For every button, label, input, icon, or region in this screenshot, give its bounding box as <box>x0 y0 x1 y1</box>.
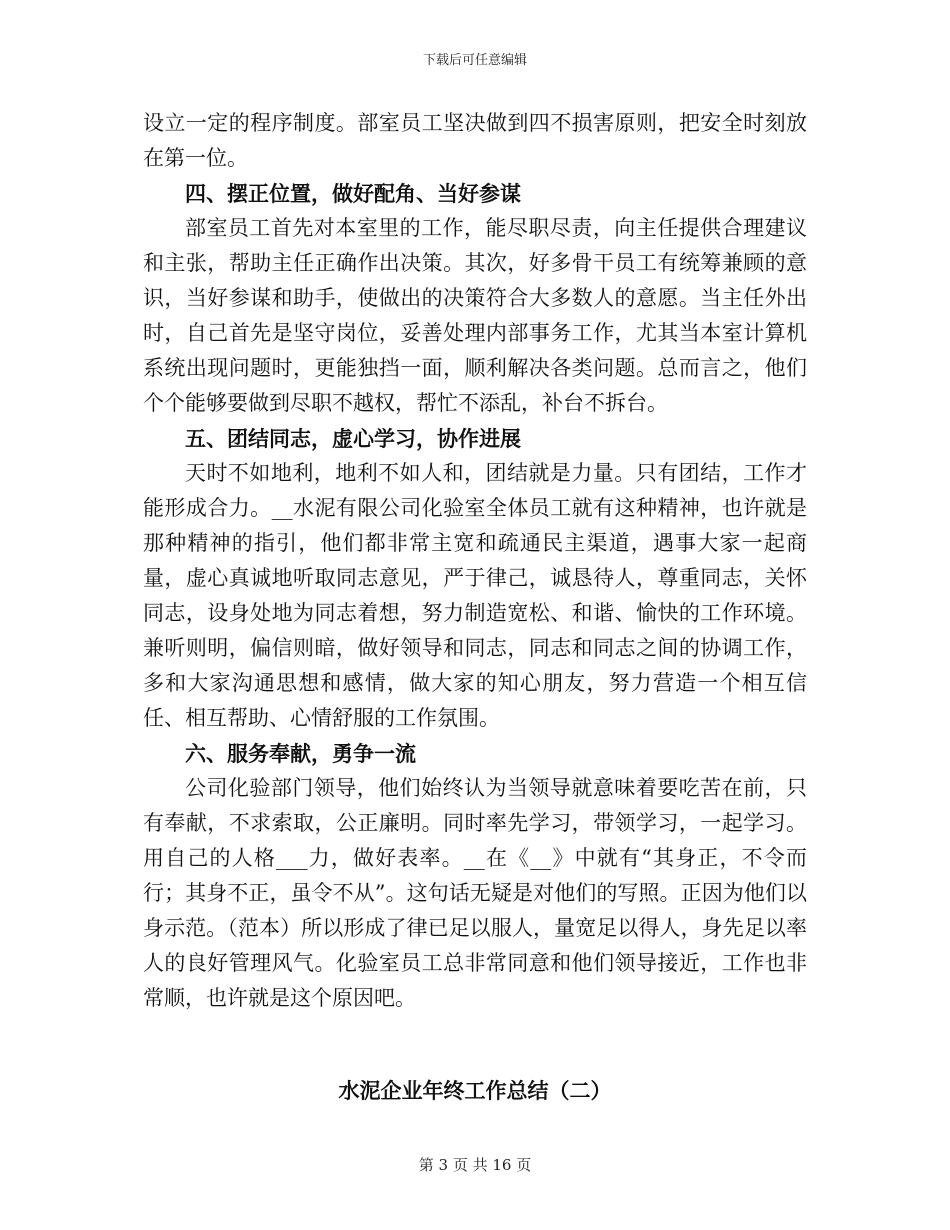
document-body <box>143 106 807 1016</box>
page-number: 第 3 页 共 16 页 <box>418 1156 532 1174</box>
document-subtitle: 水泥企业年终工作总结（二） <box>338 1078 612 1103</box>
body-paragraph: 公司化验部门领导，他们始终认为当领导就意味着要吃苦在前，只有奉献，不求索取，公正廉明。同时率先学习，带领学习，一起学习。用自己的人格___力，做好表率。__在《__》中就有“其身正，不令而行；其身不正，虽令不从”。这句话无疑是对他们的写照。正因为他们以身示范。（范本）所以形成了律已足以服人，量宽足以得人，身先足以率人的良好管理风气。化验室员工总非常同意和他们领导接近，工作也非常顺，也许就是这个原因吧。 <box>143 776 807 1010</box>
section-heading: 六、服务奉献，勇争一流 <box>185 741 416 766</box>
section-heading: 四、摆正位置，做好配角、当好参谋 <box>185 181 521 206</box>
page-header-note: 下载后可任意编辑 <box>422 53 527 68</box>
body-paragraph: 天时不如地利，地利不如人和，团结就是力量。只有团结，工作才能形成合力。__水泥有限公司化验室全体员工就有这种精神，也许就是那种精神的指引，他们都非常主宽和疏通民主渠道，遇事大家一起商量，虚心真诚地听取同志意见，严于律己，诚恳待人，尊重同志，关怀同志，设身处地为同志着想，努力制造宽松、和谐、愉快的工作环境。兼听则明，偏信则暗，做好领导和同志，同志和同志之间的协调工作，多和大家沟通思想和感情，做大家的知心朋友，努力营造一个相互信任、相互帮助、心情舒服的工作氛围。 <box>143 461 807 730</box>
body-paragraph: 部室员工首先对本室里的工作，能尽职尽责，向主任提供合理建议和主张，帮助主任正确作出决策。其次，好多骨干员工有统筹兼顾的意识，当好参谋和助手，使做出的决策符合大多数人的意愿。当主任外出时，自己首先是坚守岗位，妥善处理内部事务工作，尤其当本室计算机系统出现问题时，更能独挡一面，顺利解决各类问题。总而言之，他们个个能够要做到尽职不越权，帮忙不添乱，补台不拆台。 <box>143 216 807 415</box>
section-heading: 五、团结同志，虚心学习，协作进展 <box>185 426 521 451</box>
body-paragraph: 设立一定的程序制度。部室员工坚决做到四不损害原则，把安全时刻放在第一位。 <box>143 111 807 170</box>
